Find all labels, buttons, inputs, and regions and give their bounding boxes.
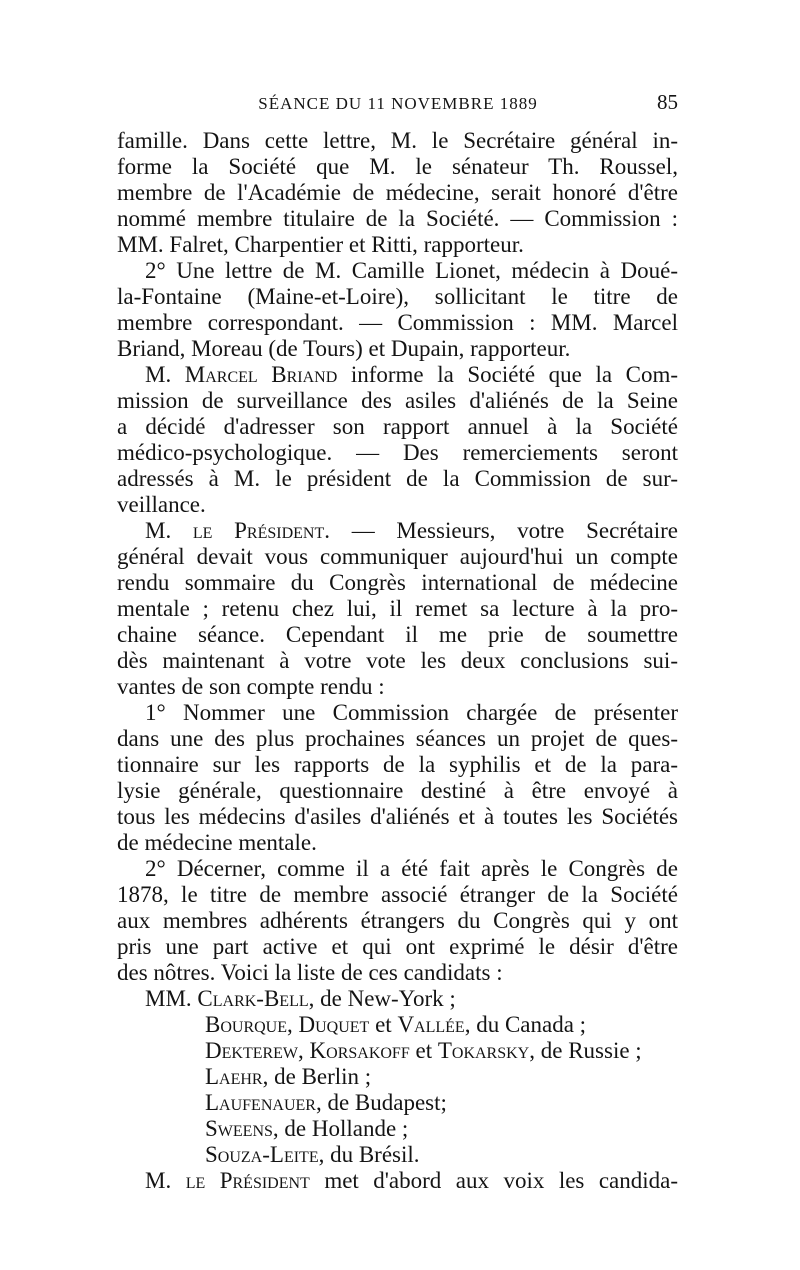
speaker-name: le Président: [192, 518, 325, 543]
paragraph-line: tionnaire sur les rapports de la syphilis et de la para-: [117, 752, 678, 777]
list-item: Dekterew, Korsakoff et Tokarsky, de Russie ;: [205, 1038, 642, 1063]
paragraph-line: mission de surveillance des asiles d'aliénés de la Seine: [117, 388, 678, 413]
paragraph-line: pris une part active et qui ont exprimé le désir d'être: [117, 934, 678, 959]
paragraph-line: adressés à M. le président de la Commission de sur-: [117, 466, 678, 491]
candidate-list: [117, 986, 678, 1168]
body-text: [117, 128, 678, 1194]
paragraph: 2° Une lettre de M. Camille Lionet, médecin à Doué-: [145, 258, 678, 283]
paragraph-line: nommé membre titulaire de la Société. — Commission :: [117, 206, 678, 231]
paragraph-line: veillance.: [117, 492, 206, 517]
paragraph-line: forme la Société que M. le sénateur Th. Roussel,: [117, 154, 678, 179]
paragraph-line: de médecine mentale.: [117, 830, 317, 855]
paragraph-line: général devait vous communiquer aujourd'hui un compte: [117, 544, 678, 569]
page-header: [118, 88, 678, 124]
paragraph-line: aux membres adhérents étrangers du Congrès qui y ont: [117, 908, 678, 933]
list-item: Laehr, de Berlin ;: [205, 1064, 372, 1089]
list-item: Sweens, de Hollande ;: [205, 1116, 409, 1141]
speaker-name: Marcel Briand: [184, 362, 338, 387]
paragraph-line: rendu sommaire du Congrès international de médecine: [117, 570, 678, 595]
list-item: Bourque, Duquet et Vallée, du Canada ;: [205, 1012, 587, 1037]
paragraph: M. le Président. — Messieurs, votre Secrétaire: [145, 518, 678, 543]
paragraph: famille. Dans cette lettre, M. le Secrétaire général in-: [117, 128, 678, 153]
paragraph-line: vantes de son compte rendu :: [117, 674, 385, 699]
paragraph-line: MM. Falret, Charpentier et Ritti, rapporteur.: [117, 232, 524, 257]
paragraph-line: la-Fontaine (Maine-et-Loire), sollicitant le titre de: [117, 284, 678, 309]
paragraph-line: 1878, le titre de membre associé étranger de la Société: [117, 882, 678, 907]
paragraph-line: chaine séance. Cependant il me prie de soumettre: [117, 622, 678, 647]
paragraph: M. Marcel Briand informe la Société que la Com-: [145, 362, 678, 387]
paragraph-line: lysie générale, questionnaire destiné à être envoyé à: [117, 778, 678, 803]
closing-line: M. le Président met d'abord aux voix les candida-: [145, 1168, 679, 1193]
list-item: MM. Clark-Bell, de New-York ;: [145, 986, 456, 1011]
running-head: SÉANCE DU 11 NOVEMBRE 1889: [258, 94, 538, 113]
paragraph-line: dès maintenant à votre vote les deux conclusions sui-: [117, 648, 678, 673]
paragraph-line: Briand, Moreau (de Tours) et Dupain, rapporteur.: [117, 336, 571, 361]
paragraph-line: dans une des plus prochaines séances un projet de ques-: [117, 726, 678, 751]
list-item: Souza-Leite, du Brésil.: [205, 1142, 420, 1167]
paragraph-line: membre correspondant. — Commission : MM. Marcel: [117, 310, 678, 335]
paragraph-line: médico-psychologique. — Des remerciements seront: [117, 440, 678, 465]
paragraph-line: des nôtres. Voici la liste de ces candidats :: [117, 960, 503, 985]
paragraph-line: a décidé d'adresser son rapport annuel à la Société: [117, 414, 678, 439]
speaker-name: le Président: [185, 1168, 310, 1193]
paragraph-line: mentale ; retenu chez lui, il remet sa lecture à la pro-: [117, 596, 678, 621]
paragraph: 1° Nommer une Commission chargée de présenter: [145, 700, 678, 725]
paragraph: 2° Décerner, comme il a été fait après le Congrès de: [145, 856, 678, 881]
paragraph-line: membre de l'Académie de médecine, serait honoré d'être: [117, 180, 678, 205]
page-number: 85: [657, 90, 678, 114]
list-item: Laufenauer, de Budapest;: [205, 1090, 447, 1115]
paragraph-line: tous les médecins d'asiles d'aliénés et à toutes les Sociétés: [117, 804, 678, 829]
